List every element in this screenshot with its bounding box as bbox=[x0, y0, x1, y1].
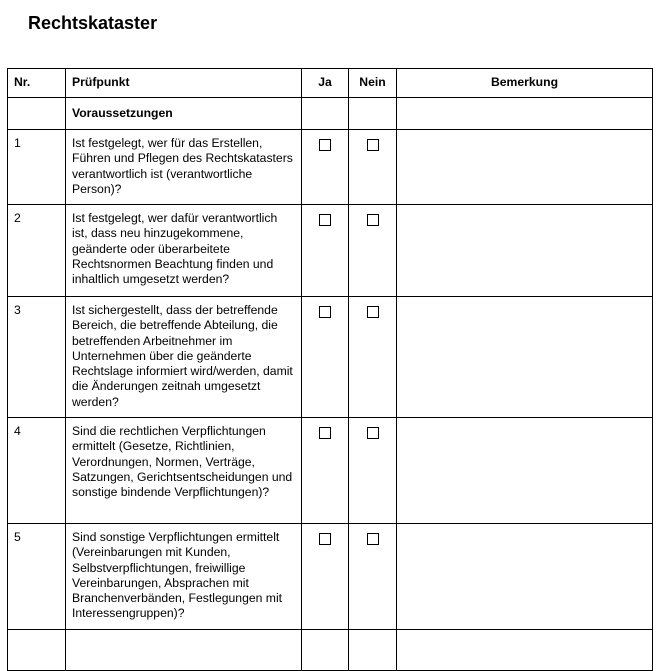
ja-checkbox[interactable] bbox=[319, 139, 331, 151]
table-row bbox=[8, 418, 653, 524]
table-header-row bbox=[8, 69, 653, 98]
row-nr: 2 bbox=[14, 211, 21, 225]
row-nein-cell bbox=[349, 130, 397, 205]
header-bemerkung: Bemerkung bbox=[397, 69, 653, 98]
row-remark[interactable] bbox=[397, 130, 652, 140]
row-nein-cell bbox=[349, 297, 397, 418]
row-nr-cell bbox=[8, 524, 66, 630]
row-question-cell bbox=[66, 297, 302, 418]
table-row bbox=[8, 524, 653, 630]
row-question: Sind die rechtlichen Verpflichtungen ermittelt (Gesetze, Richtlinien, Verordnungen, Normen, Verträge, Satzungen, Gerichtsentscheidungen und sonstige bindende Verpflichtungen)? bbox=[72, 424, 293, 500]
row-question: Sind sonstige Verpflichtungen ermittelt (Vereinbarungen mit Kunden, Selbstverpflichtungen, freiwillige Vereinbarungen, Absprachen mit Branchenverbänden, Festlegungen mit Interessengruppen)? bbox=[72, 530, 283, 621]
row-remark[interactable] bbox=[397, 418, 652, 428]
row-ja-cell bbox=[302, 130, 349, 205]
row-remark-cell[interactable] bbox=[397, 418, 653, 524]
row-ja-cell bbox=[302, 297, 349, 418]
section-remark-cell bbox=[397, 98, 653, 130]
row-question-cell bbox=[66, 524, 302, 630]
header-nein: Nein bbox=[349, 69, 397, 98]
row-nr: 4 bbox=[14, 424, 21, 438]
row-question-cell bbox=[66, 418, 302, 524]
section-row bbox=[8, 98, 653, 130]
header-nr: Nr. bbox=[8, 69, 66, 98]
nein-checkbox[interactable] bbox=[367, 533, 379, 545]
table-row bbox=[8, 130, 653, 205]
row-question: Ist festgelegt, wer dafür verantwortlich ist, dass neu hinzugekommene, geänderte oder überarbeitete Rechtsnormen Beachtung finden und inhaltlich umgesetzt werden? bbox=[72, 211, 278, 287]
row-remark-cell[interactable] bbox=[397, 524, 653, 630]
row-remark[interactable] bbox=[397, 205, 652, 215]
header-ja: Ja bbox=[302, 69, 349, 98]
row-nein-cell bbox=[349, 524, 397, 630]
row-nr-cell bbox=[8, 130, 66, 205]
nein-checkbox[interactable] bbox=[367, 139, 379, 151]
table-row bbox=[8, 297, 653, 418]
row-question-cell bbox=[66, 130, 302, 205]
row-remark[interactable] bbox=[397, 524, 652, 534]
row-nr-cell bbox=[8, 205, 66, 297]
row-remark-cell[interactable] bbox=[397, 205, 653, 297]
ja-checkbox[interactable] bbox=[319, 533, 331, 545]
row-remark-cell[interactable] bbox=[397, 297, 653, 418]
row-nr: 1 bbox=[14, 136, 21, 150]
row-nr-cell bbox=[8, 297, 66, 418]
row-nr-cell bbox=[8, 418, 66, 524]
section-ja-cell bbox=[302, 98, 349, 130]
section-label: Voraussetzungen bbox=[72, 105, 173, 120]
ja-checkbox[interactable] bbox=[319, 427, 331, 439]
row-ja-cell bbox=[302, 205, 349, 297]
nein-checkbox[interactable] bbox=[367, 214, 379, 226]
row-nein-cell bbox=[349, 418, 397, 524]
nein-checkbox[interactable] bbox=[367, 427, 379, 439]
row-remark[interactable] bbox=[397, 297, 652, 307]
row-question: Ist sichergestellt, dass der betreffende Bereich, die betreffende Abteilung, die betreffenden Arbeitnehmer im Unternehmen über die geänderte Rechtslage informiert wird/werden, damit die Änderungen zeitnah umgesetzt werden? bbox=[72, 303, 293, 409]
row-nein-cell bbox=[349, 205, 397, 297]
document-title: Rechtskataster bbox=[28, 13, 158, 33]
row-ja-cell bbox=[302, 524, 349, 630]
section-nein-cell bbox=[349, 98, 397, 130]
ja-checkbox[interactable] bbox=[319, 214, 331, 226]
ja-checkbox[interactable] bbox=[319, 306, 331, 318]
table-row bbox=[8, 205, 653, 297]
row-ja-cell bbox=[302, 418, 349, 524]
header-pruefpunkt: Prüfpunkt bbox=[66, 69, 302, 98]
row-question: Ist festgelegt, wer für das Erstellen, Führen und Pflegen des Rechtskatasters verantwortlich ist (verantwortliche Person)? bbox=[72, 136, 293, 196]
row-nr: 3 bbox=[14, 303, 21, 317]
row-remark-cell[interactable] bbox=[397, 130, 653, 205]
nein-checkbox[interactable] bbox=[367, 306, 379, 318]
row-question-cell bbox=[66, 205, 302, 297]
checklist-table bbox=[7, 68, 653, 671]
section-nr-cell bbox=[8, 98, 66, 130]
row-nr: 5 bbox=[14, 530, 21, 544]
section-label-cell bbox=[66, 98, 302, 130]
